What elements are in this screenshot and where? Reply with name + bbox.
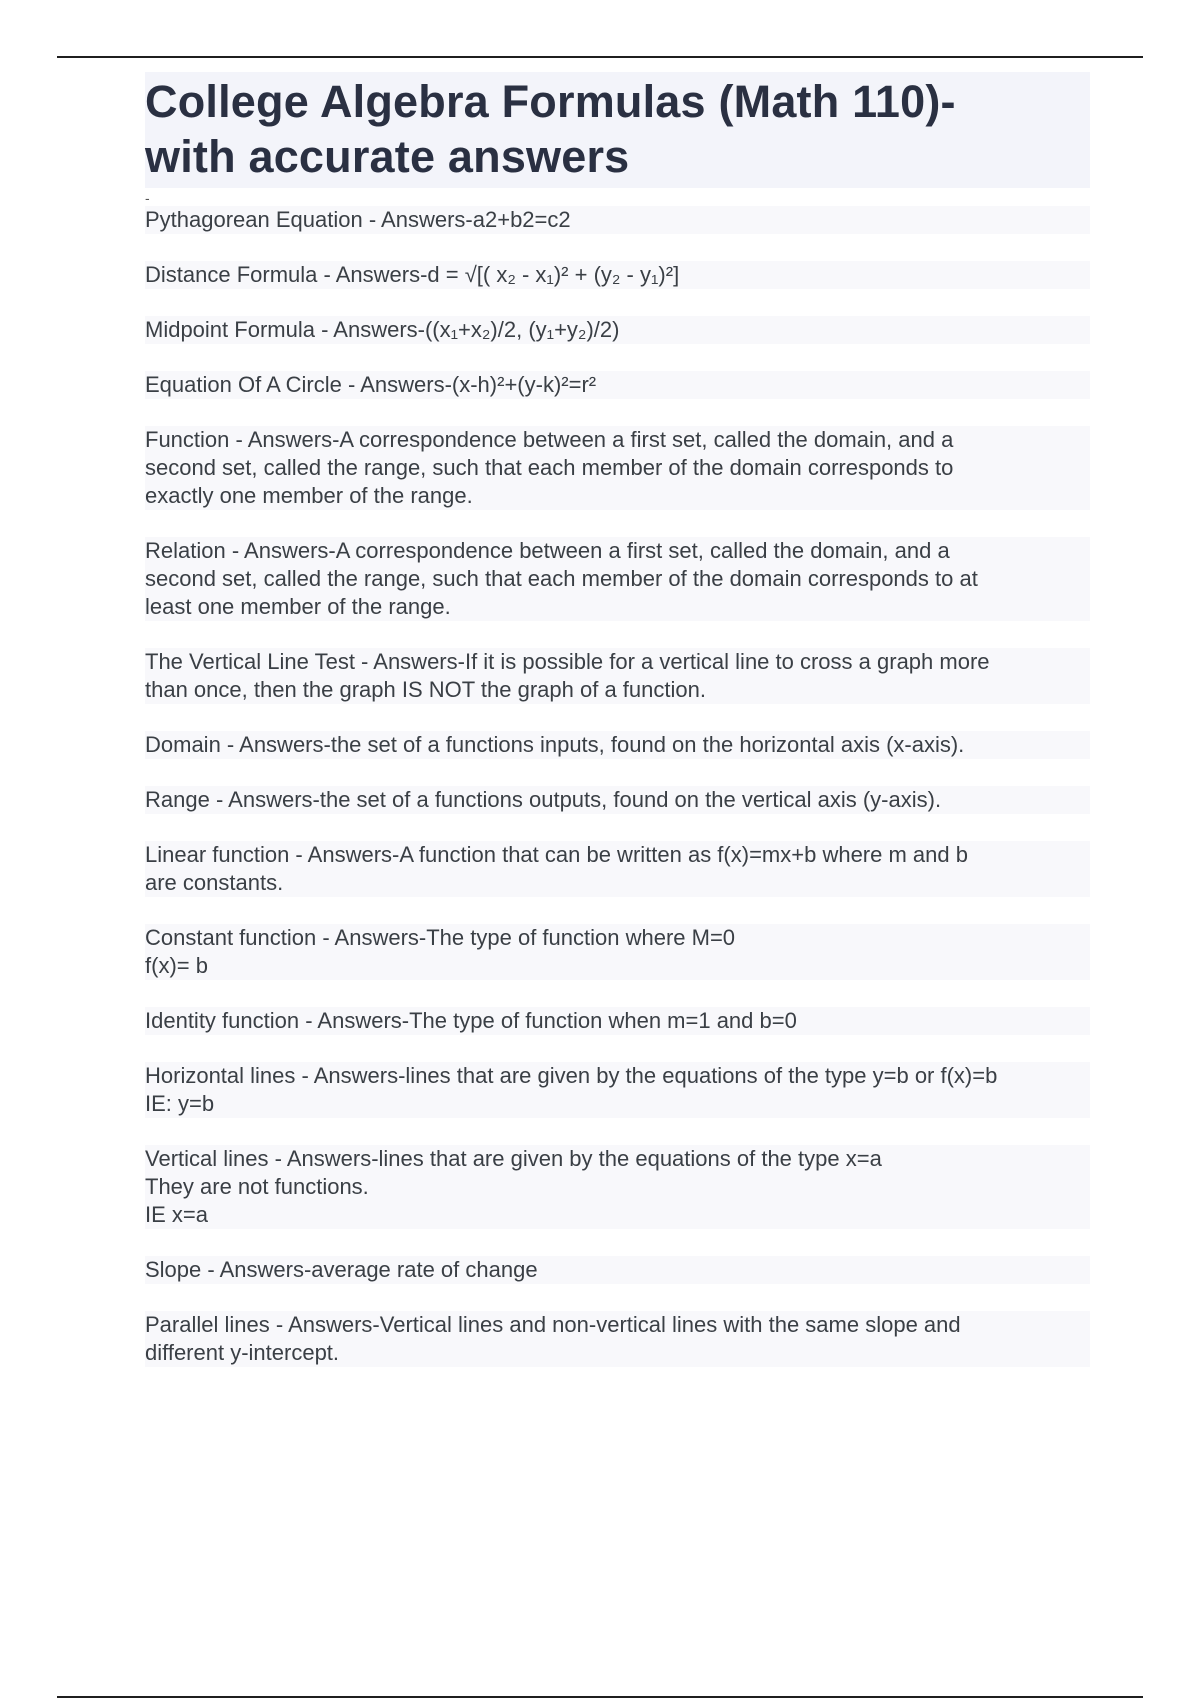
title-line-1: College Algebra Formulas (Math 110)- (145, 76, 956, 127)
entry-line: than once, then the graph IS NOT the graph of a function. (145, 677, 706, 702)
entry-line: second set, called the range, such that each member of the domain corresponds to at (145, 566, 978, 591)
qa-entry (145, 261, 1090, 289)
qa-entry (145, 924, 1090, 980)
separator-dash: - (145, 190, 150, 206)
entry-line: Relation - Answers-A correspondence between a first set, called the domain, and a (145, 538, 950, 563)
qa-entry (145, 316, 1090, 344)
entry-line: Horizontal lines - Answers-lines that are given by the equations of the type y=b or f(x)=b (145, 1063, 998, 1088)
entry-line: Equation Of A Circle - Answers-(x-h)²+(y-k)²=r² (145, 372, 597, 397)
top-rule (57, 56, 1143, 58)
entry-line: second set, called the range, such that each member of the domain corresponds to (145, 455, 954, 480)
entry-line: different y-intercept. (145, 1340, 340, 1365)
entry-line: Vertical lines - Answers-lines that are given by the equations of the type x=a (145, 1146, 882, 1171)
qa-entry (145, 1311, 1090, 1367)
entry-line: Pythagorean Equation - Answers-a2+b2=c2 (145, 207, 571, 232)
entry-line: Domain - Answers-the set of a functions inputs, found on the horizontal axis (x-axis). (145, 732, 965, 757)
qa-entry (145, 371, 1090, 399)
title-line-2: with accurate answers (145, 131, 630, 182)
title-block (145, 72, 1090, 188)
entry-line: least one member of the range. (145, 594, 451, 619)
entry-line: Distance Formula - Answers-d = √[( x₂ - x₁)² + (y₂ - y₁)²] (145, 262, 680, 287)
entry-line: IE: y=b (145, 1091, 215, 1116)
entry-line: They are not functions. (145, 1174, 369, 1199)
qa-entry (145, 206, 1090, 234)
entry-line: are constants. (145, 870, 284, 895)
qa-entry (145, 731, 1090, 759)
entry-line: Midpoint Formula - Answers-((x₁+x₂)/2, (y₁+y₂)/2) (145, 317, 620, 342)
document-title (145, 74, 1084, 184)
entry-line: Slope - Answers-average rate of change (145, 1257, 538, 1282)
qa-entry (145, 841, 1090, 897)
entry-line: f(x)= b (145, 953, 208, 978)
entry-line: Parallel lines - Answers-Vertical lines and non-vertical lines with the same slope and (145, 1312, 961, 1337)
qa-entry (145, 1145, 1090, 1229)
qa-entry (145, 1062, 1090, 1118)
entry-line: The Vertical Line Test - Answers-If it is possible for a vertical line to cross a graph more (145, 649, 990, 674)
entry-line: Linear function - Answers-A function that can be written as f(x)=mx+b where m and b (145, 842, 968, 867)
entry-line: Range - Answers-the set of a functions outputs, found on the vertical axis (y-axis). (145, 787, 942, 812)
entry-line: Function - Answers-A correspondence between a first set, called the domain, and a (145, 427, 954, 452)
qa-entry (145, 648, 1090, 704)
qa-entry (145, 786, 1090, 814)
document-page (145, 72, 1090, 1394)
qa-entry (145, 537, 1090, 621)
entry-line: Identity function - Answers-The type of function when m=1 and b=0 (145, 1008, 797, 1033)
entry-line: exactly one member of the range. (145, 483, 473, 508)
qa-entry (145, 1007, 1090, 1035)
qa-entry (145, 426, 1090, 510)
qa-entry (145, 1256, 1090, 1284)
bottom-rule (57, 1696, 1143, 1698)
entry-line: IE x=a (145, 1202, 208, 1227)
entry-list (145, 206, 1090, 1367)
entry-line: Constant function - Answers-The type of function where M=0 (145, 925, 736, 950)
